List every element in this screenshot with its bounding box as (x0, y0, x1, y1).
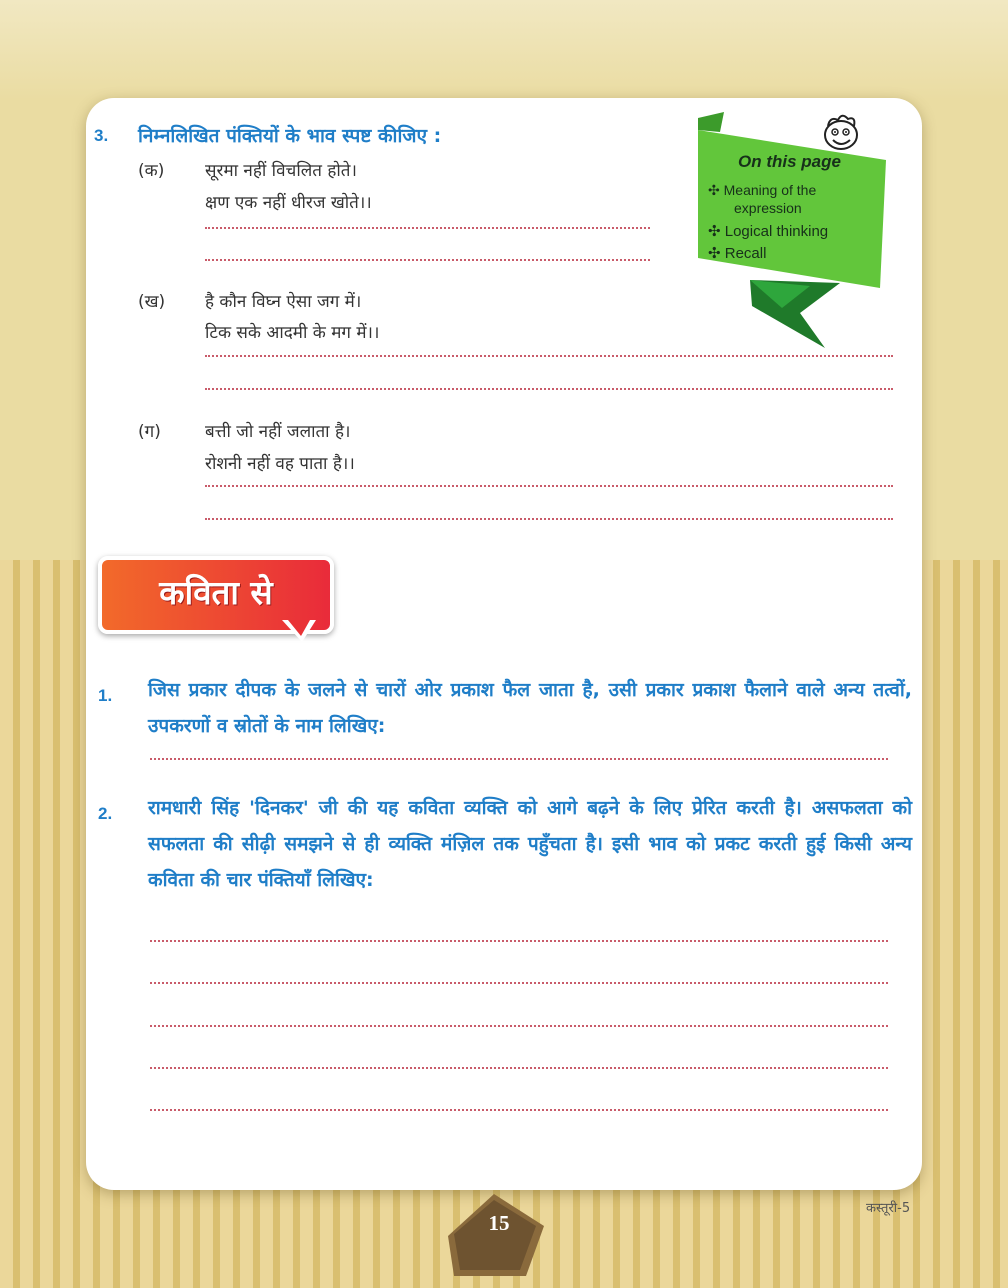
part-kha-line-1: है कौन विघ्न ऐसा जग में। (205, 292, 362, 312)
ribbon-item: expression (734, 200, 802, 216)
answer-line[interactable] (205, 388, 893, 390)
answer-line[interactable] (205, 518, 893, 520)
answer-line[interactable] (150, 758, 888, 760)
part-ka-line-2: क्षण एक नहीं धीरज खोते।। (205, 193, 372, 213)
part-ga-line-1: बत्ती जो नहीं जलाता है। (205, 422, 351, 442)
section-heading: कविता से (159, 573, 273, 612)
smiley-face-icon (818, 112, 864, 154)
question-2-number: 2. (98, 804, 113, 823)
answer-line[interactable] (150, 1025, 888, 1027)
part-ga-line-2: रोशनी नहीं वह पाता है।। (205, 454, 355, 474)
answer-line[interactable] (205, 259, 650, 261)
ribbon-item: ✣ Meaning of the (708, 182, 817, 198)
question-1-number: 1. (98, 686, 113, 705)
page-number: 15 (488, 1211, 510, 1235)
question-3-number: 3. (94, 126, 109, 145)
answer-line[interactable] (150, 940, 888, 942)
question-2-text: रामधारी सिंह 'दिनकर' जी की यह कविता व्यक्ति को आगे बढ़ने के लिए प्रेरित करती है। असफलता को सफलता की सीढ़ी समझने से ही व्यक्ति मंज़िल तक पहुँचता है। इसी भाव को प्रकट करती हुई किसी अन्य कविता की चार पंक्तियाँ लिखिए: (148, 797, 912, 891)
part-ka-line-1: सूरमा नहीं विचलित होते। (205, 161, 357, 181)
ribbon-item: ✣ Recall (708, 245, 767, 262)
page-number-badge (444, 1190, 554, 1280)
answer-line[interactable] (150, 1109, 888, 1111)
page-top-band (0, 0, 1008, 100)
ribbon-item: ✣ Logical thinking (708, 223, 829, 240)
part-ka-label: (क) (138, 161, 165, 181)
part-kha-line-2: टिक सके आदमी के मग में।। (205, 323, 380, 343)
badge-pointer (280, 618, 320, 644)
answer-line[interactable] (150, 1067, 888, 1069)
answer-line[interactable] (205, 485, 893, 487)
question-3-heading: निम्नलिखित पंक्तियों के भाव स्पष्ट कीजिए : (138, 125, 442, 147)
part-ga-label: (ग) (138, 422, 161, 442)
answer-line[interactable] (205, 227, 650, 229)
part-kha-label: (ख) (138, 292, 166, 312)
book-title-footer: कस्तूरी-5 (866, 1201, 911, 1216)
answer-line[interactable] (150, 982, 888, 984)
ribbon-title: On this page (738, 152, 841, 171)
question-1-text: जिस प्रकार दीपक के जलने से चारों ओर प्रकाश फैल जाता है, उसी प्रकार प्रकाश फैलाने वाले अन्य तत्वों, उपकरणों व स्रोतों के नाम लिखिए: (148, 679, 912, 737)
